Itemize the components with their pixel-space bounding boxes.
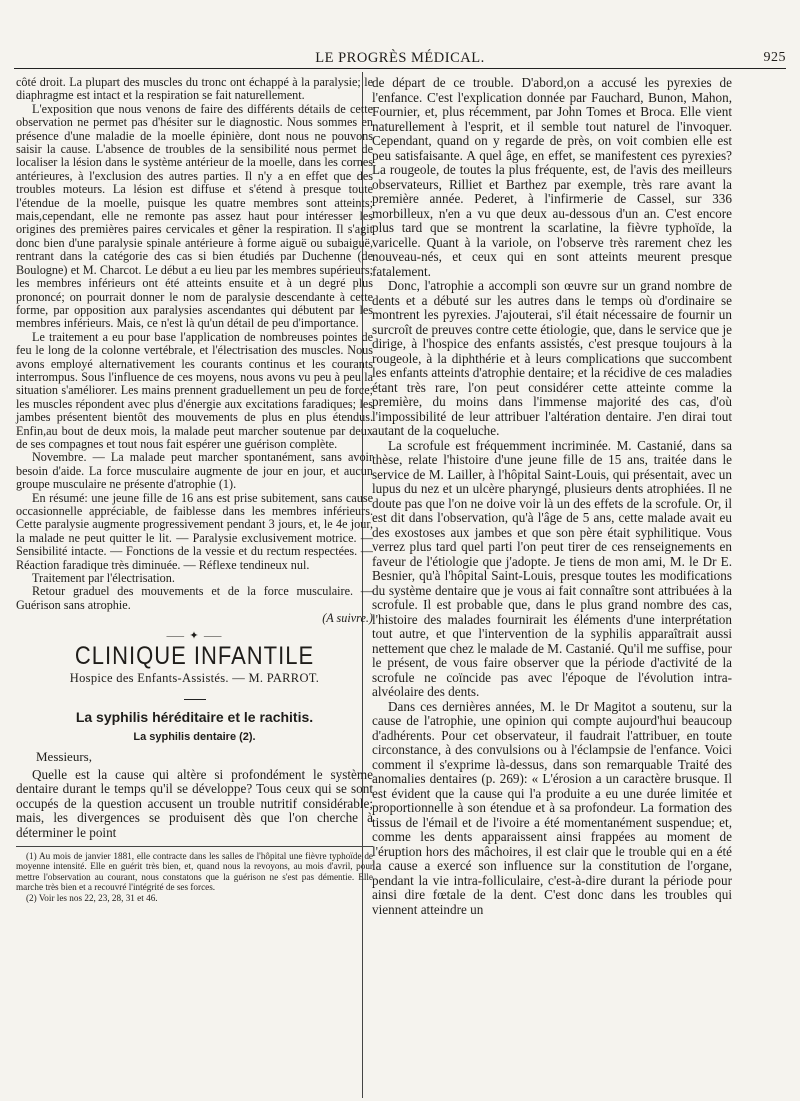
journal-title: LE PROGRÈS MÉDICAL.	[315, 50, 485, 66]
left-column	[16, 76, 373, 903]
right-paragraph: Dans ces dernières années, M. le Dr Magitot a soutenu, sur la cause de l'atrophie, une opinion qui compte aujourd'hui beaucoup d'adhérents. Pour cet observateur, il faudrait l'attribuer, en toute circonstance, à des convulsions ou à l'éclampsie de l'enfance. Voici comment il s'exprime là-dessus, dans son remarquable Traité des anomalies dentaires (p. 269): « L'érosion a un caractère brusque. Il est évident que la cause qui l'a produite a eu une durée limitée et proportionnelle à son étendue et à sa profondeur. La formation des tissus de l'émail et de l'ivoire a été momentanément suspendue; et, comme les dents apparaissent ainsi frappées au moment de l'éruption hors des mâchoires, il est clair que le trouble qui en a été la cause a exercé son influence sur la constitution de l'organe, pendant la vie intra-folliculaire, c'est-à-dire durant la période pour ainsi dire fœtale de la dent. C'est donc dans les troubles qui viennent atteindre un	[372, 698, 732, 917]
article-title: La syphilis héréditaire et le rachitis.	[75, 709, 314, 726]
page-header	[14, 50, 786, 68]
short-rule	[16, 690, 373, 703]
left-paragraph: Novembre. — La malade peut marcher spontanément, sans avoir besoin d'aide. La force musculaire augmente de jour en jour, et aucun groupe musculaire ne présente d'atrophie (1).	[16, 450, 373, 492]
left-paragraph: Retour graduel des mouvements et de la force musculaire. — Guérison sans atrophie.	[16, 584, 373, 612]
section-title: CLINIQUE INFANTILE	[74, 641, 315, 670]
intro-paragraph: Quelle est la cause qui altère si profondément le système dentaire durant le temps qu'il se développe? Tous ceux qui se sont occupés de la question accusent un trouble nutritif considérable; mais, les divergences se produisent dès que l'on cherche à déterminer le point	[16, 766, 373, 840]
hospice-line: Hospice des Enfants-Assistés. — M. PARROT.	[69, 671, 320, 686]
right-paragraph: de départ de ce trouble. D'abord,on a accusé les pyrexies de l'enfance. C'est l'explication donnée par Fauchard, Bunon, Mahon, Fournier, et, plus récemment, par John Tomes et Broca. Elle vient naturellement à l'esprit, et il semble tout naturel de l'invoquer. Cependant, quand on y regarde de près, on voit combien elle est peu satisfaisante. A quel âge, en effet, se manifestent ces pyrexies? La rougeole, de toutes la plus fréquente, est, de l'avis des meilleurs observateurs, Rilliet et Barthez par exemple, très rare avant la première année. Pederet, à l'infirmerie de Cassel, sur 336 morbilleux, n'en a vu que deux au-dessous d'un an. C'est encore plus tard que se montrent la scarlatine, la fièvre typhoïde, la varicelle. Quant à la variole, on l'observe très rarement chez les nouveau-nés, et ceux qui en sont atteints meurent presque fatalement.	[372, 75, 732, 279]
left-paragraph: Traitement par l'électrisation.	[32, 571, 175, 586]
footnote-rule	[16, 846, 373, 847]
ornamental-separator: ⸺ ✦ ⸺	[166, 629, 223, 642]
right-column	[372, 76, 732, 917]
footnote: (1) Au mois de janvier 1881, elle contracte dans les salles de l'hôpital une fièvre typhoïde de moyenne intensité. Elle en guérit très bien, et, quand nous la revoyons, au mois d'avril, pour mettre l'observation au courant, nous constatons que la guérison ne s'est pas démentie. Elle marche très bien et a recouvré l'intégrité de ses forces.	[16, 851, 373, 893]
page-number: 925	[763, 50, 786, 65]
left-paragraph: En résumé: une jeune fille de 16 ans est prise subitement, sans cause occasionnelle appréciable, de faiblesse dans les membres inférieurs. Cette paralysie augmente progressivement pendant 3 jours, et, le 4e jour, la malade ne peut quitter le lit. — Paralysie exclusivement motrice. — Sensibilité intacte. — Fonctions de la vessie et du rectum respectées. — Réaction faradique très diminuée. — Réflexe tendineux nul.	[16, 490, 373, 572]
left-paragraph: Le traitement a eu pour base l'application de nombreuses pointes de feu le long de la colonne vertébrale, et l'électrisation des muscles. Nous avons employé alternativement les courants continus et les courants interrompus. Sous l'influence de ces moyens, nous avons vu peu à peu la situation s'améliorer. Les mains prennent graduellement un peu de force; les muscles répondent avec plus d'énergie aux excitations faradiques; les jambes présentent bientôt des mouvements de plus en plus étendus. Enfin,au bout de deux mois, la malade peut marcher soutenue par deux de ses compagnes et tout nous fait espérer une guérison complète.	[16, 329, 373, 451]
left-paragraph: L'exposition que nous venons de faire des différents détails de cette observation ne permet pas d'hésiter sur le diagnostic. Nous sommes en présence d'une maladie de la moelle épinière, dont nous ne pouvons saisir la cause. L'absence de troubles de la sensibilité nous permet de localiser la lésion dans le système antérieur de la moelle, dans les cornes antérieures, à l'exclusion des autres parties. Il n'y a en effet que des troubles moteurs. La lésion est diffuse et s'étend à presque toute l'étendue de la moelle, puisque les quatre membres sont atteints; mais,cependant, elle ne remonte pas assez haut pour intéresser les origines des premières paires cervicales et gêner la respiration. Il s'agit donc bien d'une paralysie spinale antérieure à forme aiguë ou subaiguë, rentrant dans la catégorie des cas si bien étudiés par Duchenne (de Boulogne) et M. Charcot. Le début a eu lieu par les membres supérieurs; les membres inférieurs ont été atteints ensuite et à un degré plus prononcé; on pourrait donner le nom de paralysie descendante à cette forme, par opposition aux paralysies ascendantes qui débutent par les membres inférieurs. Mais, ce n'est là qu'un détail de peu d'importance.	[16, 101, 373, 331]
to-be-continued: (A suivre.)	[322, 611, 373, 626]
article-subtitle: La syphilis dentaire (2).	[133, 730, 256, 743]
footnotes	[16, 851, 373, 903]
left-paragraph: côté droit. La plupart des muscles du tronc ont échappé à la paralysie; le diaphragme est intact et la respiration se fait naturellement.	[16, 75, 373, 103]
salutation: Messieurs,	[36, 749, 92, 765]
footnote: (2) Voir les nos 22, 23, 28, 31 et 46.	[26, 892, 158, 903]
header-rule	[14, 68, 786, 69]
right-paragraph: La scrofule est fréquemment incriminée. M. Castanié, dans sa thèse, relate l'histoire d'une jeune fille de 15 ans, traitée dans le service de M. Lailler, à l'hôpital Saint-Louis, qui présentait, avec un lupus du nez et un ulcère pharyngé, plusieurs dents atrophiées. Il ne doute pas que l'on ne doive voir là un des effets de la scrofule. Or, il est dit dans l'observation, qu'à l'âge de 5 ans, cette malade avait eu des exostoses aux jambes et que son père était syphilitique. Vous verrez plus tard quel parti l'on peut tirer de ces renseignements en faveur de l'étiologie que j'adopte. Je tiens de mon ami, M. le Dr E. Besnier, qu'à l'hôpital Saint-Louis, presque toutes les modifications du système dentaire que je vous ai fait connaître sont attribuées à la scrofule. Il est probable que, dans le plus grand nombre des cas, l'histoire des malades fournirait les éléments d'une interprétation tout autre, et que l'intervention de la syphilis apparaîtrait aussi nettement que chez le malade de M. Castanié. Qu'il me suffise, pour le présent, de vous faire observer que la période d'activité de la scrofule ne coïncide pas avec l'époque de l'évolution intra-alvéolaire des dents.	[372, 437, 732, 699]
right-paragraph: Donc, l'atrophie a accompli son œuvre sur un grand nombre de dents et a débuté sur les autres dans le temps où d'ordinaire se montrent les pyrexies. J'ajouterai, s'il était nécessaire de fournir un surcroît de preuves contre cette étiologie, que, dans le service que je dirige, à l'hospice des enfants assistés, c'est presque toujours à la rougeole, à la diphthérie et à leurs complications que succombent les enfants atteints d'atrophie dentaire; et la récidive de ces maladies étant très rare, l'on peut considérer cette atteinte comme la première, du moins dans l'immense majorité des cas, d'où l'impossibilité de leur attribuer l'altération dentaire. J'en dirai tout autant de la coqueluche.	[372, 278, 732, 438]
